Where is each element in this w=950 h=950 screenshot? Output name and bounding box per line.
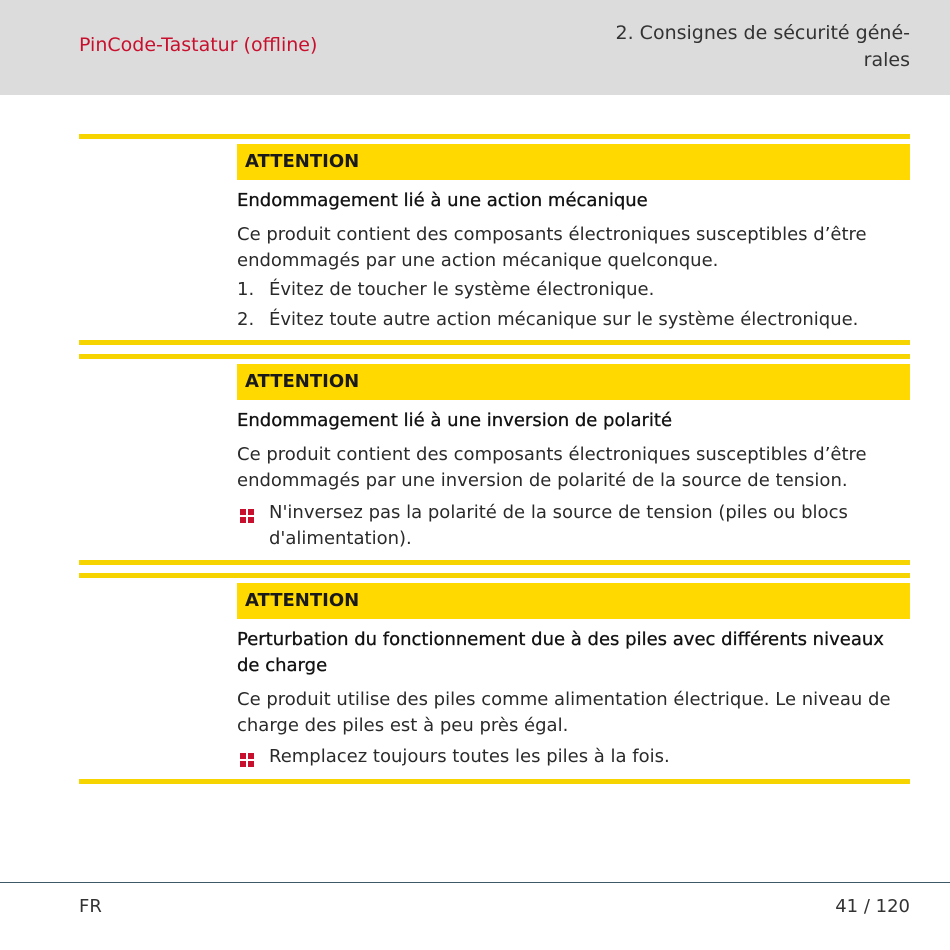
step-text: Évitez de toucher le système électronique. [269, 279, 655, 300]
bullet-text: N'inversez pas la polarité de la source de tension (piles ou blocs d'alimentation). [269, 502, 848, 549]
attention-label: ATTENTION [237, 144, 910, 180]
step-item [237, 307, 910, 333]
notice-text: Ce produit contient des composants électroniques susceptibles d’être endommagés par une inversion de polarité de la source de tension. [237, 444, 867, 491]
product-name: PinCode-Tastatur (offline) [79, 34, 318, 56]
red-square-grid-icon [240, 509, 254, 523]
notice-top-bar [79, 573, 910, 578]
notice-top-bar [79, 134, 910, 139]
notice-bottom-bar [79, 779, 910, 784]
notice-text: Ce produit contient des composants électroniques susceptibles d’être endommagés par une action mécanique quelconque. [237, 224, 867, 271]
attention-label: ATTENTION [237, 364, 910, 400]
footer-divider [0, 882, 950, 883]
notice-title: Perturbation du fonctionnement due à des piles avec différents niveaux de charge [237, 629, 884, 676]
language-code: FR [79, 896, 102, 917]
red-square-grid-icon [240, 753, 254, 767]
notice-text: Ce produit utilise des piles comme alimentation électrique. Le niveau de charge des piles est à peu près égal. [237, 689, 891, 736]
section-title-line-2: rales [863, 49, 910, 71]
section-title-line-1: 2. Consignes de sécurité géné- [615, 22, 910, 44]
bullet-item [237, 744, 910, 770]
step-number: 1. [237, 279, 255, 300]
step-item [237, 277, 910, 303]
step-number: 2. [237, 309, 255, 330]
notice-title: Endommagement lié à une inversion de polarité [237, 410, 673, 431]
notice-bottom-bar [79, 340, 910, 345]
notice-bottom-bar [79, 560, 910, 565]
notice-top-bar [79, 354, 910, 359]
page-header [0, 0, 950, 95]
bullet-text: Remplacez toujours toutes les piles à la fois. [269, 746, 670, 767]
attention-label: ATTENTION [237, 583, 910, 619]
bullet-item [237, 500, 910, 552]
notice-title: Endommagement lié à une action mécanique [237, 190, 648, 211]
section-title [610, 20, 910, 74]
step-text: Évitez toute autre action mécanique sur le système électronique. [269, 309, 859, 330]
page-number: 41 / 120 [835, 896, 910, 917]
